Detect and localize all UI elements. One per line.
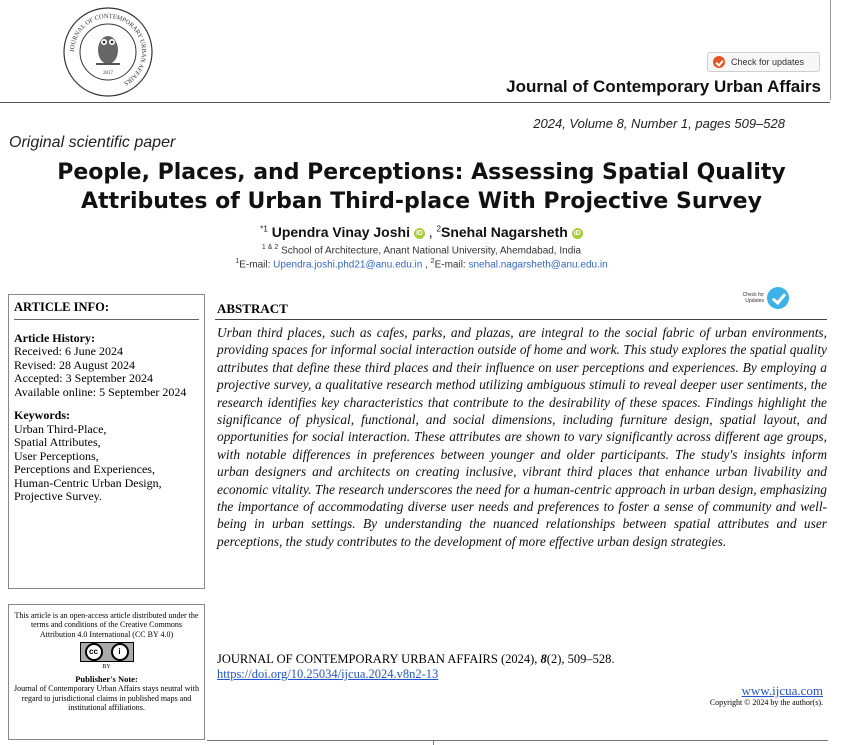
check-for-updates-button[interactable]	[707, 52, 820, 72]
history-heading: Article History:	[14, 330, 95, 345]
keyword-item: Urban Third-Place,	[14, 421, 107, 436]
affiliation-text: School of Architecture, Anant National University, Ahemdabad, India	[281, 245, 582, 257]
paper-type: Original scientific paper	[9, 134, 176, 151]
keyword-item: Spatial Attributes,	[14, 435, 101, 449]
check-for-updates-small[interactable]	[736, 287, 789, 309]
citation-text-post: (2), 509–528.	[546, 652, 615, 666]
abstract-heading: ABSTRACT	[217, 301, 288, 316]
email2-mark: 2	[430, 258, 435, 265]
license-box	[8, 604, 205, 740]
email-line	[0, 258, 843, 270]
author-separator: ,	[424, 224, 437, 240]
volume-line: 2024, Volume 8, Number 1, pages 509–528	[533, 116, 785, 131]
abstract-body: Urban third places, such as cafes, parks, and plazas, are integral to the social fabric of urban environments, providing spaces for informal social interaction outside of home and work. This study explores the spatial quality attributes that define these third places and their influence on user perceptions and experiences. By employing a projective survey, a qualitative research method utilizing ambiguous stimuli to reveal deeper user sentiments, the research identifies key characteristics that contribute to the desirability of these spaces. Findings highlight the significance of physical, functional, and social dimensions, including furniture design, spatial layout, and opportunities for social interaction. These attributes are shown to vary significantly across different age groups, with notable differences in preferences between younger and older participants. The study's insights inform urban designers and architects on creating inclusive, vibrant third places that enhance urban livability and economic vitality. The research underscores the need for a human-centric approach in urban design, emphasizing the importance of accommodating diverse user needs and preferences to foster a sense of community and well-being in urban settings. By understanding the nuanced relationships between spatial attributes and user perceptions, the study contributes to the development of more effective urban design strategies.	[217, 325, 827, 549]
keyword-item: Human-Centric Urban Design,	[14, 475, 162, 490]
title-line-1: People, Places, and Perceptions: Assessing Spatial Quality	[57, 160, 786, 185]
header-divider	[0, 102, 830, 103]
affiliation	[0, 244, 843, 256]
email-separator: ,	[422, 259, 431, 271]
check-small-label: Check for Updates	[742, 292, 764, 304]
email1-mark: 1	[235, 258, 240, 265]
publisher-note-text: Journal of Contemporary Urban Affairs stays neutral with regard to jurisdictional claims in published maps and institutional affiliations.	[14, 684, 199, 713]
author2-mark: 2	[436, 224, 441, 234]
cc-icon: cc	[85, 643, 103, 661]
check-updates-label: Check for updates	[731, 57, 805, 67]
copyright: Copyright © 2024 by the author(s).	[709, 698, 823, 707]
journal-website	[742, 683, 823, 699]
license-text: This article is an open-access article distributed under the terms and conditions of the Creative Commons Attribution 4.0 International (CC BY 4.0)	[14, 611, 199, 639]
author1-name: Upendra Vinay Joshi	[271, 224, 410, 240]
revised-date: Revised: 28 August 2024	[14, 357, 136, 372]
author-list	[0, 224, 843, 240]
citation-text-pre: JOURNAL OF CONTEMPORARY URBAN AFFAIRS (2024),	[217, 652, 541, 666]
citation-volume: 8	[540, 652, 547, 666]
doi-link[interactable]: https://doi.org/10.25034/ijcua.2024.v8n2-13	[217, 667, 439, 681]
cc-by-badge[interactable]	[80, 642, 134, 662]
keyword-item: User Perceptions,	[14, 448, 99, 463]
citation	[217, 652, 827, 682]
keyword-item: Perceptions and Experiences,	[14, 462, 155, 476]
logo-ring-text: JOURNAL OF CONTEMPORARY URBAN AFFAIRS	[68, 12, 148, 87]
available-date: Available online: 5 September 2024	[14, 384, 187, 399]
keyword-item: Projective Survey.	[14, 489, 102, 503]
author1-mark: *1	[260, 224, 268, 234]
email2-link[interactable]: snehal.nagarsheth@anu.edu.in	[468, 259, 608, 271]
keywords-heading: Keywords:	[14, 408, 70, 422]
publisher-note-heading: Publisher's Note:	[75, 674, 138, 685]
email1-link[interactable]: Upendra.joshi.phd21@anu.edu.in	[273, 259, 423, 271]
orcid-icon[interactable]: iD	[573, 229, 581, 237]
bottom-column-split	[433, 740, 434, 745]
journal-logo	[62, 6, 154, 98]
orcid-icon[interactable]: iD	[415, 229, 423, 237]
owl-icon	[96, 36, 120, 65]
title-line-2: Attributes of Urban Third-place With Projective Survey	[81, 189, 762, 214]
website-link[interactable]: www.ijcua.com	[741, 683, 823, 698]
article-info-box	[8, 294, 205, 589]
received-date: Received: 6 June 2024	[14, 344, 123, 358]
email1-label: E-mail:	[239, 259, 274, 271]
check-updates-icon	[713, 56, 725, 68]
article-info-heading: ARTICLE INFO:	[14, 301, 199, 320]
author2-name: Snehal Nagarsheth	[440, 224, 568, 240]
header-vertical-rule	[830, 0, 831, 100]
email2-label: E-mail:	[434, 259, 469, 271]
by-icon: i	[111, 643, 129, 661]
article-title	[0, 158, 843, 216]
logo-year: 2017	[103, 71, 113, 76]
affiliation-mark: 1 & 2	[261, 244, 279, 251]
accepted-date: Accepted: 3 September 2024	[14, 371, 153, 385]
by-label: BY	[102, 663, 111, 670]
check-badge-icon	[767, 287, 789, 309]
journal-name: Journal of Contemporary Urban Affairs	[506, 77, 821, 96]
bottom-divider	[207, 740, 828, 741]
abstract-divider	[215, 319, 827, 320]
